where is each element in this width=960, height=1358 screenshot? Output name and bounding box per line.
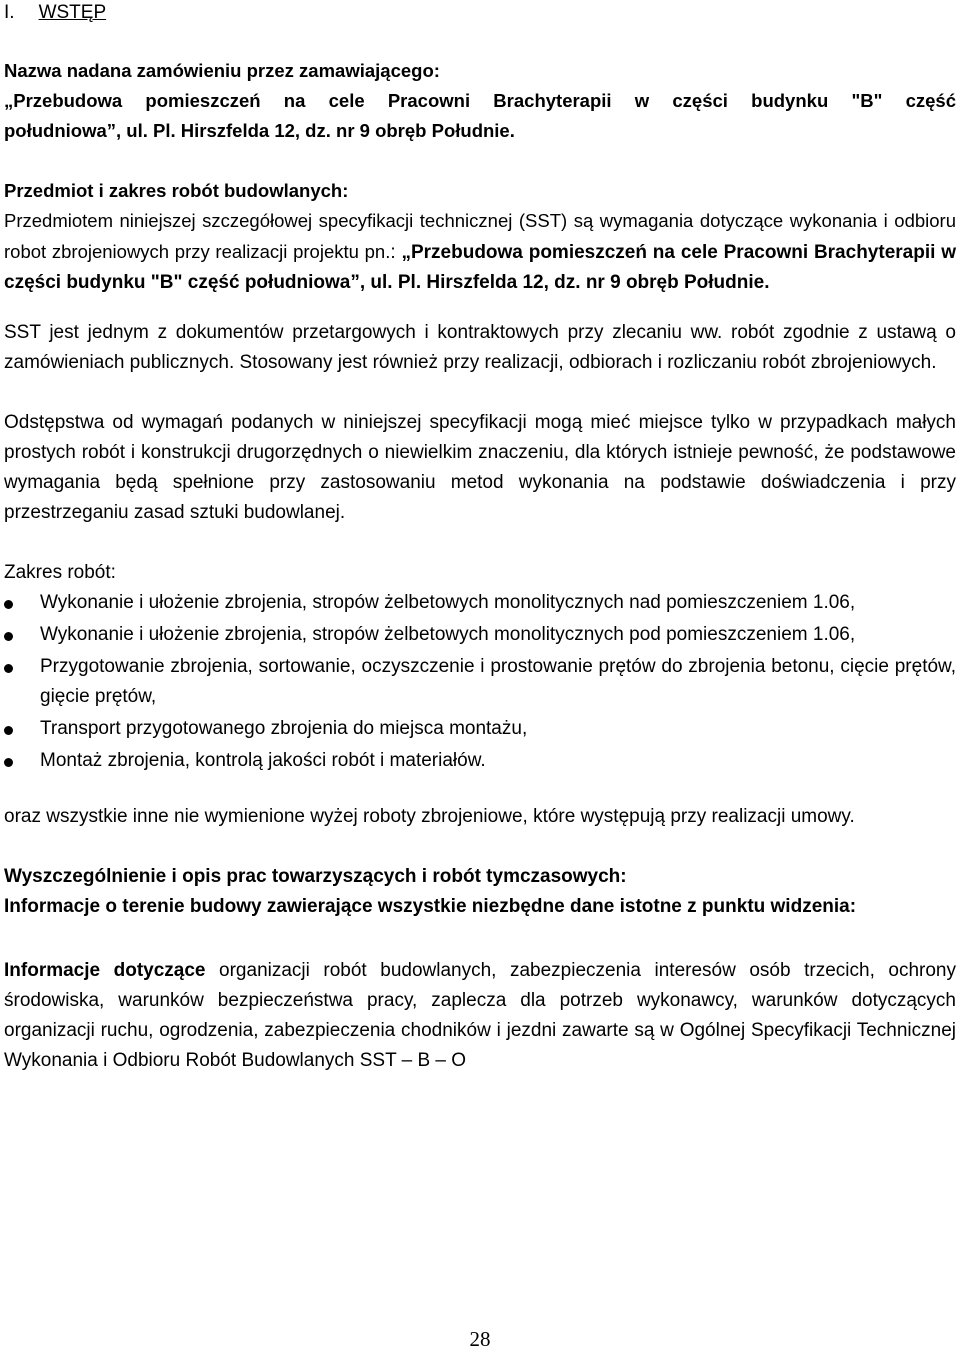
scope-block — [4, 558, 956, 776]
section-title: WSTĘP — [38, 2, 107, 23]
bullet-icon — [4, 632, 13, 641]
list-item: Transport przygotowanego zbrojenia do miejsca montażu, — [4, 714, 956, 744]
order-name-block — [4, 56, 956, 146]
deviations-paragraph: Odstępstwa od wymagań podanych w niniejszej specyfikacji mogą mieć miejsce tylko w przypadkach małych prostych robót i konstrukcji drugorzędnych o niewielkim znaczeniu, dla których istnieje pewność, że podstawowe wymagania będą spełnione przy zastosowaniu metod wykonania na podstawie doświadczenia i przy przestrzeganiu zasad sztuki budowlanej. — [4, 412, 956, 523]
list-item: Wykonanie i ułożenie zbrojenia, stropów żelbetowych monolitycznych pod pomieszczeniem 1.06, — [4, 620, 956, 650]
project-name: „Przebudowa pomieszczeń na cele Pracowni Brachyterapii w części budynku "B" część południowa”, ul. Pl. Hirszfelda 12, dz. nr 9 obręb Południe. — [4, 242, 956, 293]
sst-paragraph: SST jest jednym z dokumentów przetargowych i kontraktowych przy zlecaniu ww. robót zgodnie z ustawą o zamówieniach publicznych. Stosowany jest również przy realizacji, odbiorach i rozliczaniu robót zbrojeniowych. — [4, 322, 956, 373]
details-block — [4, 862, 956, 922]
bullet-icon — [4, 600, 13, 609]
list-item: Wykonanie i ułożenie zbrojenia, stropów żelbetowych monolitycznych nad pomieszczeniem 1.06, — [4, 588, 956, 618]
subject-label: Przedmiot i zakres robót budowlanych: — [4, 180, 349, 201]
subject-text: Przedmiotem niniejszej szczegółowej specyfikacji technicznej (SST) są wymagania dotyczące wykonania i odbioru robot zbrojeniowych przy realizacji projektu pn. — [4, 210, 956, 262]
subject-block — [4, 176, 956, 298]
scope-label: Zakres robót: — [4, 562, 116, 583]
bullet-icon — [4, 664, 13, 673]
page-number: 28 — [469, 1327, 491, 1351]
site-info-heading: Informacje o terenie budowy zawierające wszystkie niezbędne dane istotne z punktu widzenia: — [4, 896, 857, 917]
document-page — [4, 0, 956, 1076]
info-text: organizacji robót budowlanych, zabezpieczenia interesów osób trzecich, ochrony środowiska, warunków bezpieczeństwa pracy, zaplecza dla potrzeb wykonawcy, warunków dotyczących organizacji ruchu, ogrodzenia, zabezpieczenia chodników i jezdni zawarte są w Ogólnej Specyfikacji Technicznej Wykonania i Odbioru Robót Budowlanych SST – B – O — [4, 960, 956, 1071]
info-lead: Informacje dotyczące — [4, 960, 206, 981]
info-paragraph — [4, 956, 956, 1076]
bullet-icon — [4, 726, 13, 735]
section-number: I. — [4, 2, 15, 23]
other-works-paragraph: oraz wszystkie inne nie wymienione wyżej roboty zbrojeniowe, które występują przy realizacji umowy. — [4, 806, 855, 827]
list-item: Przygotowanie zbrojenia, sortowanie, oczyszczenie i prostowanie prętów do zbrojenia betonu, cięcie prętów, gięcie prętów, — [4, 652, 956, 712]
subject-paragraph — [4, 206, 956, 298]
list-item: Montaż zbrojenia, kontrolą jakości robót i materiałów. — [4, 746, 956, 776]
bullet-icon — [4, 758, 13, 767]
subject-colon: : — [390, 242, 402, 263]
order-name-value-line2: południowa”, ul. Pl. Hirszfelda 12, dz. nr 9 obręb Południe. — [4, 120, 515, 141]
section-heading — [4, 0, 956, 26]
order-name-value-line1: „Przebudowa pomieszczeń na cele Pracowni Brachyterapii w części budynku "B" część — [4, 90, 956, 111]
scope-list — [4, 588, 956, 776]
details-heading: Wyszczególnienie i opis prac towarzyszących i robót tymczasowych: — [4, 866, 627, 887]
order-name-label: Nazwa nadana zamówieniu przez zamawiającego: — [4, 60, 440, 81]
